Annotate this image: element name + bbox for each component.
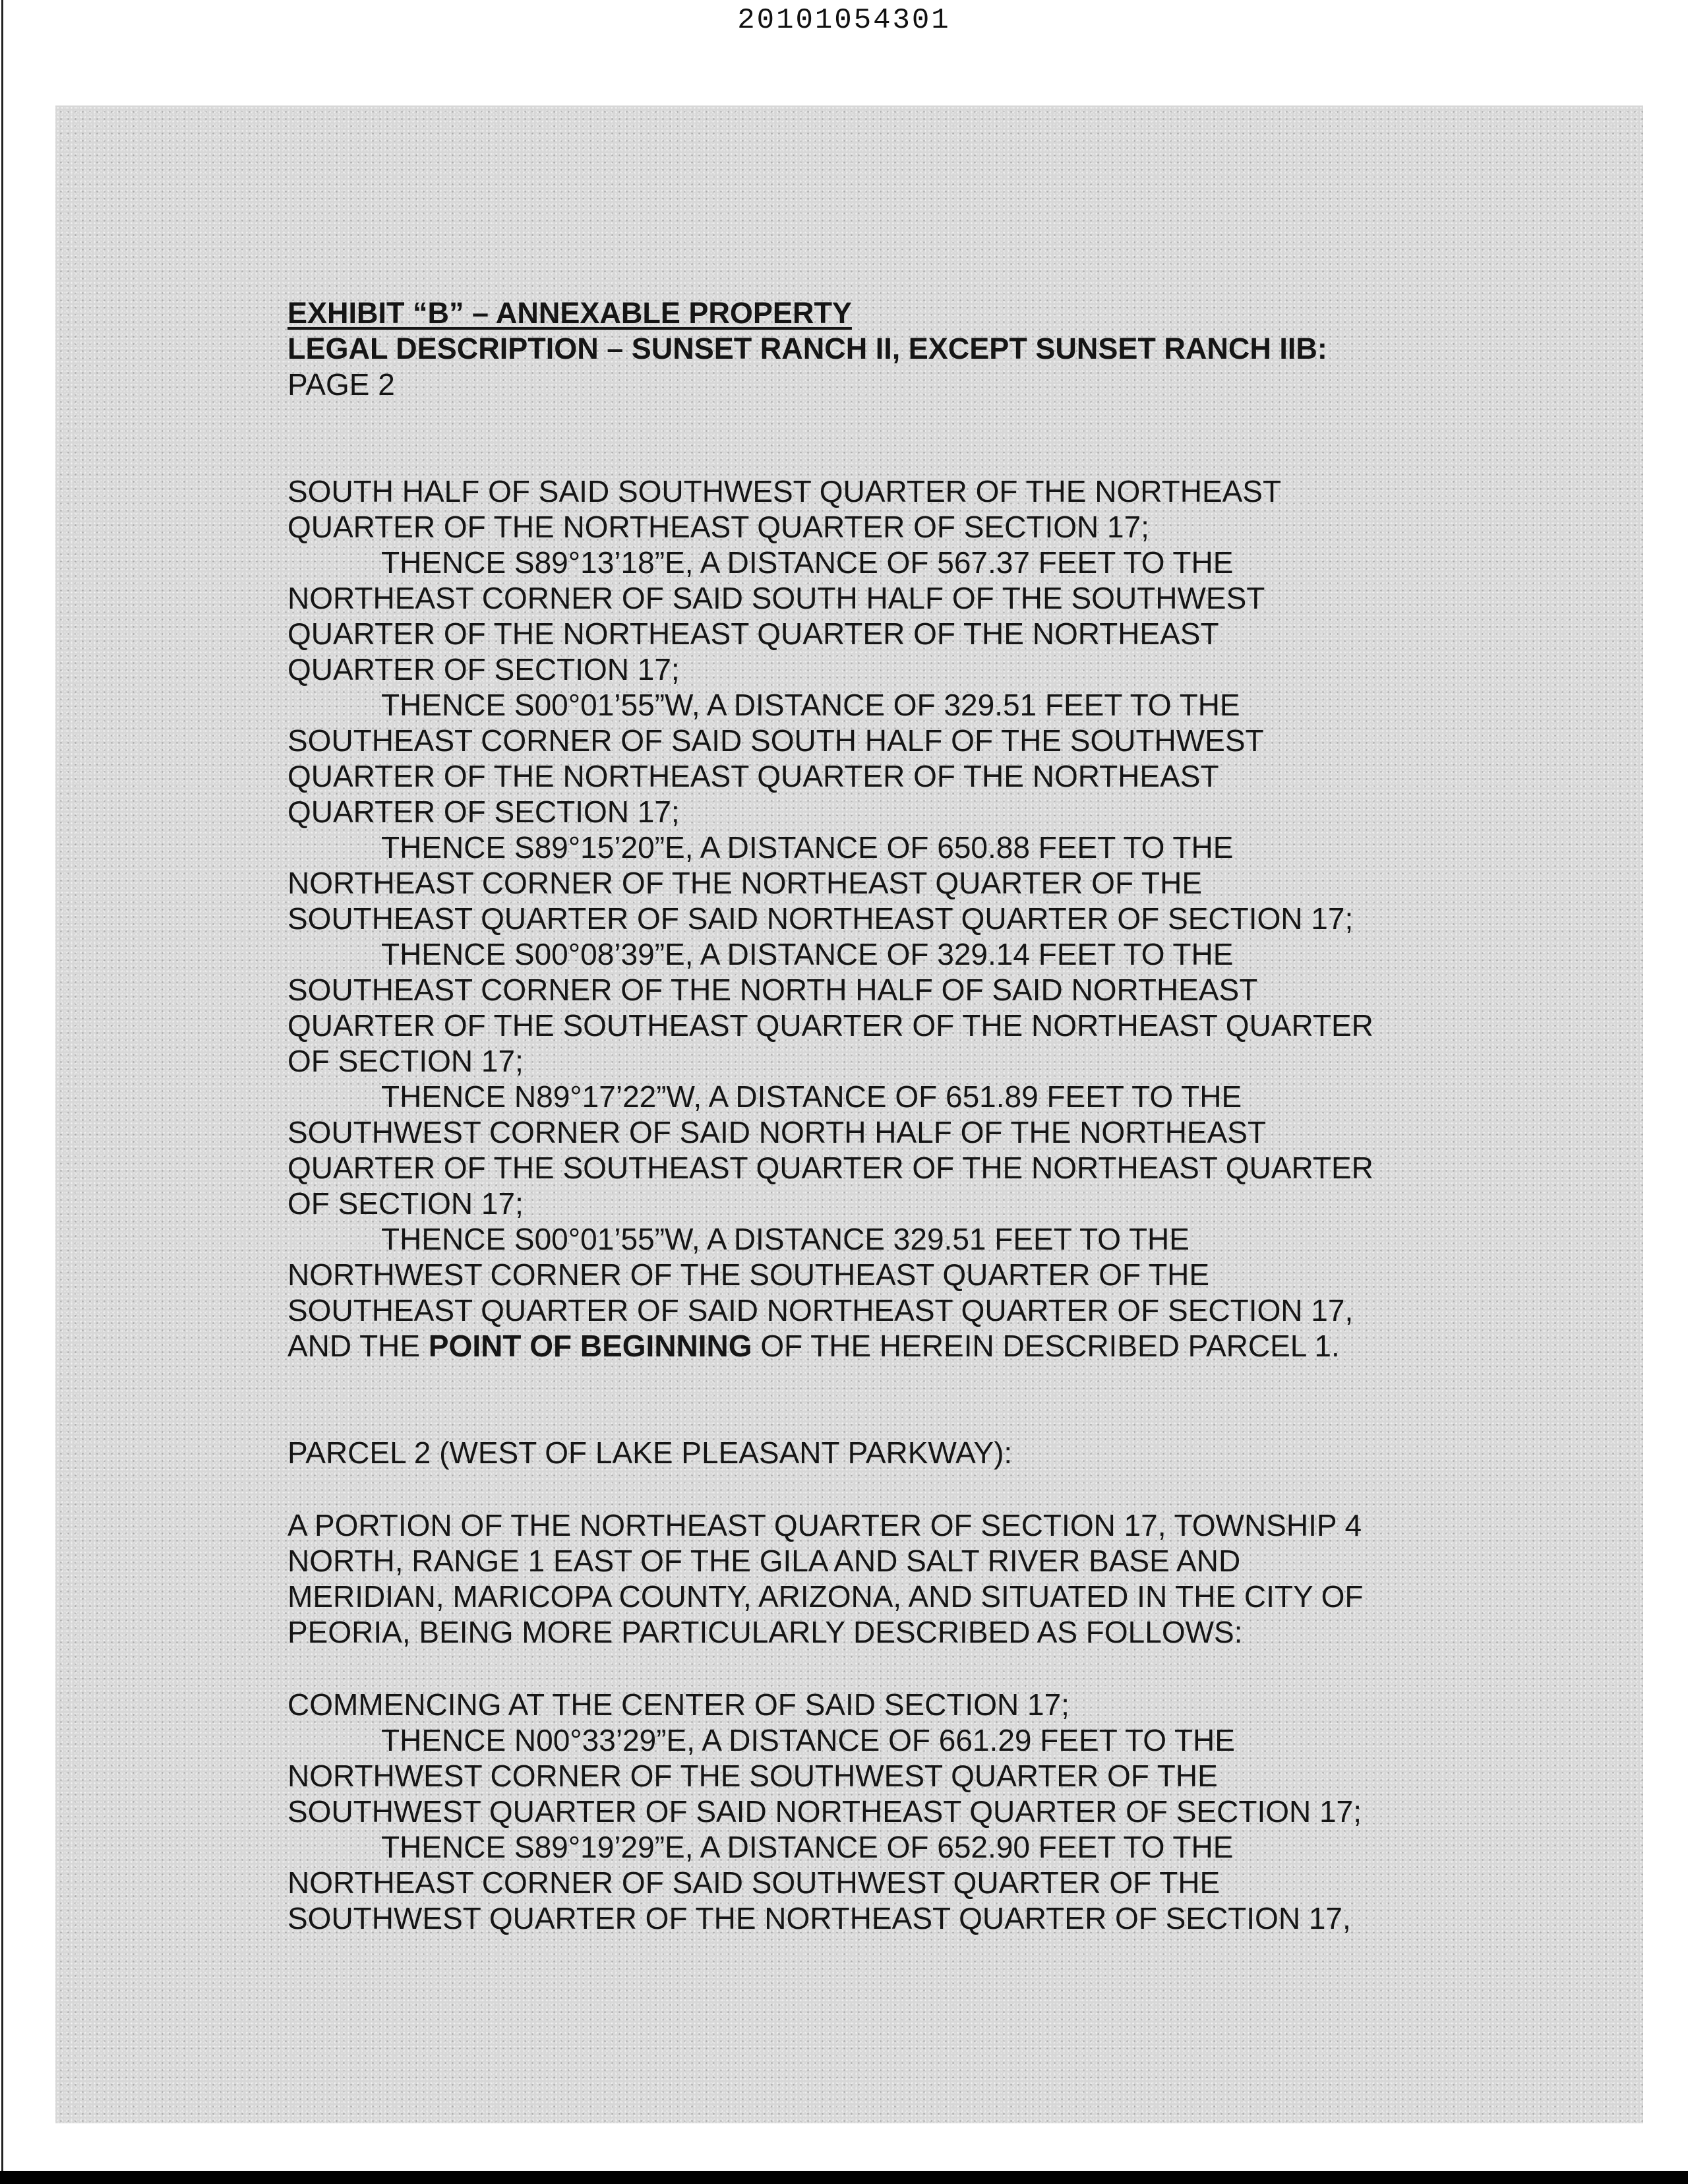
parcel2-intro bbox=[287, 1507, 1474, 1650]
exhibit-title: EXHIBIT “B” – ANNEXABLE PROPERTY bbox=[287, 296, 852, 330]
description-line: QUARTER OF SECTION 17; bbox=[287, 795, 680, 829]
description-line: NORTHEAST CORNER OF THE NORTHEAST QUARTER OF THE bbox=[287, 866, 1203, 900]
description-line: QUARTER OF THE NORTHEAST QUARTER OF SECTION 17; bbox=[287, 510, 1149, 544]
pob-prefix: AND THE bbox=[287, 1329, 421, 1363]
description-line: THENCE N00°33’29”E, A DISTANCE OF 661.29 FEET TO THE bbox=[381, 1723, 1235, 1757]
description-line: THENCE S00°01’55”W, A DISTANCE OF 329.51 FEET TO THE bbox=[381, 688, 1240, 722]
description-line: SOUTHEAST QUARTER OF SAID NORTHEAST QUARTER OF SECTION 17; bbox=[287, 901, 1354, 936]
description-line: NORTH, RANGE 1 EAST OF THE GILA AND SALT RIVER BASE AND bbox=[287, 1544, 1241, 1578]
description-line: SOUTHEAST QUARTER OF SAID NORTHEAST QUARTER OF SECTION 17, bbox=[287, 1293, 1354, 1327]
description-line: NORTHEAST CORNER OF SAID SOUTH HALF OF THE SOUTHWEST bbox=[287, 581, 1265, 615]
description-line: THENCE N89°17’22”W, A DISTANCE OF 651.89 FEET TO THE bbox=[381, 1079, 1242, 1114]
description-line: SOUTHWEST QUARTER OF THE NORTHEAST QUARTER OF SECTION 17, bbox=[287, 1901, 1351, 1935]
parcel2-description bbox=[287, 1687, 1474, 1936]
description-line: OF SECTION 17; bbox=[287, 1044, 524, 1078]
description-line: QUARTER OF THE NORTHEAST QUARTER OF THE NORTHEAST bbox=[287, 617, 1219, 651]
description-line: SOUTHEAST CORNER OF THE NORTH HALF OF SAID NORTHEAST bbox=[287, 973, 1258, 1007]
description-line: THENCE S89°15’20”E, A DISTANCE OF 650.88 FEET TO THE bbox=[381, 830, 1234, 864]
description-line: THENCE S00°08’39”E, A DISTANCE OF 329.14 FEET TO THE bbox=[381, 937, 1234, 971]
point-of-beginning: POINT OF BEGINNING bbox=[428, 1329, 752, 1363]
description-line: THENCE S00°01’55”W, A DISTANCE 329.51 FEET TO THE bbox=[381, 1222, 1190, 1256]
description-line: PEORIA, BEING MORE PARTICULARLY DESCRIBED AS FOLLOWS: bbox=[287, 1615, 1243, 1649]
description-line: QUARTER OF THE NORTHEAST QUARTER OF THE NORTHEAST bbox=[287, 759, 1219, 793]
point-of-beginning-line bbox=[287, 1328, 1474, 1364]
document-body bbox=[287, 295, 1474, 1936]
description-line: QUARTER OF SECTION 17; bbox=[287, 652, 680, 686]
description-line: SOUTH HALF OF SAID SOUTHWEST QUARTER OF THE NORTHEAST bbox=[287, 474, 1282, 508]
legal-description-title: LEGAL DESCRIPTION – SUNSET RANCH II, EXCEPT SUNSET RANCH IIB: bbox=[287, 332, 1327, 365]
parcel1-description bbox=[287, 473, 1474, 1364]
description-line: THENCE S89°13’18”E, A DISTANCE OF 567.37 FEET TO THE bbox=[381, 545, 1234, 580]
description-line: SOUTHWEST QUARTER OF SAID NORTHEAST QUARTER OF SECTION 17; bbox=[287, 1794, 1362, 1829]
parcel2-heading: PARCEL 2 (WEST OF LAKE PLEASANT PARKWAY): bbox=[287, 1436, 1013, 1470]
description-line: OF SECTION 17; bbox=[287, 1186, 524, 1221]
description-line: NORTHEAST CORNER OF SAID SOUTHWEST QUARTER OF THE bbox=[287, 1866, 1221, 1900]
description-line: COMMENCING AT THE CENTER OF SAID SECTION 17; bbox=[287, 1687, 1070, 1722]
description-line: QUARTER OF THE SOUTHEAST QUARTER OF THE NORTHEAST QUARTER bbox=[287, 1008, 1373, 1043]
description-line: QUARTER OF THE SOUTHEAST QUARTER OF THE NORTHEAST QUARTER bbox=[287, 1151, 1373, 1185]
pob-suffix: OF THE HEREIN DESCRIBED PARCEL 1. bbox=[760, 1329, 1340, 1363]
description-line: SOUTHWEST CORNER OF SAID NORTH HALF OF THE NORTHEAST bbox=[287, 1115, 1267, 1149]
description-line: MERIDIAN, MARICOPA COUNTY, ARIZONA, AND SITUATED IN THE CITY OF bbox=[287, 1579, 1364, 1614]
page-label: PAGE 2 bbox=[287, 367, 395, 402]
recording-number: 20101054301 bbox=[737, 4, 951, 37]
description-line: NORTHWEST CORNER OF THE SOUTHWEST QUARTER OF THE bbox=[287, 1759, 1218, 1793]
description-line: SOUTHEAST CORNER OF SAID SOUTH HALF OF THE SOUTHWEST bbox=[287, 723, 1264, 758]
description-line: NORTHWEST CORNER OF THE SOUTHEAST QUARTER OF THE bbox=[287, 1258, 1210, 1292]
description-line: THENCE S89°19’29”E, A DISTANCE OF 652.90 FEET TO THE bbox=[381, 1830, 1234, 1864]
bottom-border bbox=[0, 2171, 1688, 2184]
description-line: A PORTION OF THE NORTHEAST QUARTER OF SECTION 17, TOWNSHIP 4 bbox=[287, 1508, 1362, 1542]
left-border bbox=[1, 0, 3, 2171]
